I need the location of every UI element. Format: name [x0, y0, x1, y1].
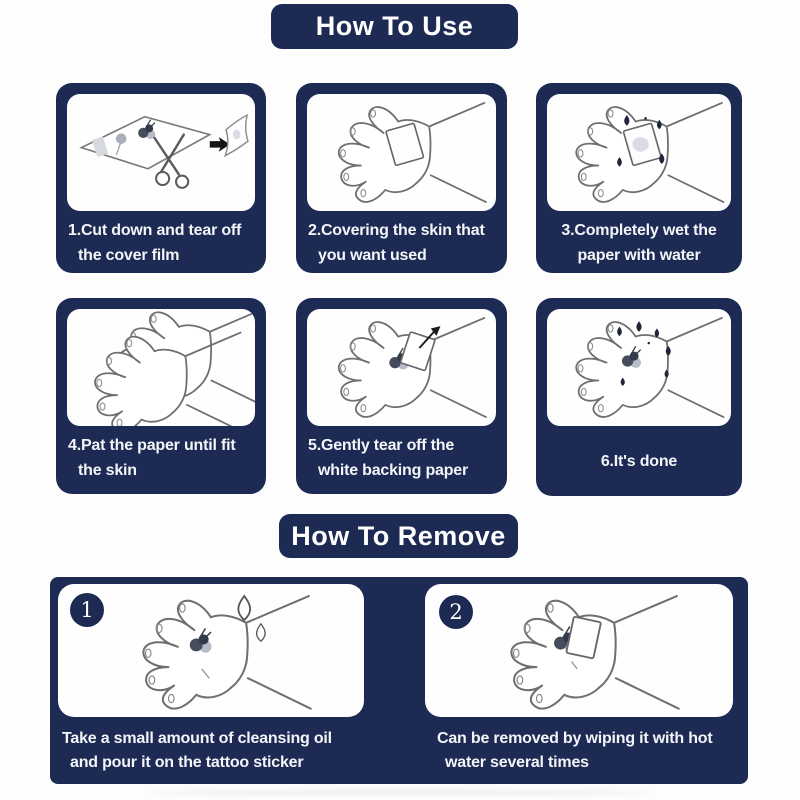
- step-4-caption: [56, 431, 266, 488]
- scissors-cutting-sheet-icon: [67, 94, 255, 211]
- step-5-card: [296, 298, 507, 494]
- step-3-caption: [536, 216, 742, 267]
- remove-step-1-illustration: [58, 584, 364, 717]
- caption-line: you want used: [318, 247, 427, 264]
- hand-with-blank-sticker-icon: [307, 94, 496, 211]
- caption-line: Can be removed by wiping it with hot: [437, 730, 713, 747]
- caption-line: and pour it on the tattoo sticker: [70, 754, 304, 771]
- step-1-card: [56, 83, 266, 273]
- page-shadow-smudge: [150, 790, 650, 795]
- step-5-caption: [296, 431, 507, 488]
- step-6-caption: [536, 431, 742, 490]
- step-2-caption: [296, 216, 507, 267]
- caption-line: water several times: [445, 754, 589, 771]
- how-to-remove-title: How To Remove: [291, 520, 506, 551]
- caption-line: Take a small amount of cleansing oil: [62, 730, 332, 747]
- step-6-card: [536, 298, 742, 496]
- hand-peeling-backing-paper-icon: [307, 309, 496, 426]
- step-6-illustration: [547, 309, 731, 426]
- two-hands-patting-icon: [67, 309, 255, 426]
- badge-number: 1: [80, 598, 94, 622]
- hand-sticker-water-drops-icon: [547, 94, 731, 211]
- how-to-remove-banner: [279, 514, 518, 558]
- step-1-caption: [56, 216, 266, 267]
- caption-line: 6.It's done: [600, 453, 678, 470]
- step-3-illustration: [547, 94, 731, 211]
- how-to-use-banner: [271, 4, 518, 49]
- step-number-badge: [70, 593, 104, 627]
- step-3-card: [536, 83, 742, 273]
- step-4-card: [56, 298, 266, 494]
- step-2-illustration: [307, 94, 496, 211]
- caption-line: 1.Cut down and tear off: [68, 222, 242, 239]
- caption-line: paper with water: [577, 247, 701, 264]
- caption-line: the skin: [78, 462, 137, 479]
- caption-line: 2.Covering the skin that: [308, 222, 485, 239]
- step-number-badge: [439, 595, 473, 629]
- caption-line: 3.Completely wet the: [561, 222, 717, 239]
- how-to-remove-section: [50, 577, 748, 784]
- step-4-illustration: [67, 309, 255, 426]
- badge-number: 2: [449, 600, 463, 624]
- step-2-card: [296, 83, 507, 273]
- caption-line: white backing paper: [318, 462, 469, 479]
- step-1-illustration: [67, 94, 255, 211]
- step-5-illustration: [307, 309, 496, 426]
- caption-line: the cover film: [78, 247, 180, 264]
- caption-line: 4.Pat the paper until fit: [68, 437, 236, 454]
- caption-line: 5.Gently tear off the: [308, 437, 455, 454]
- hand-with-finished-tattoo-icon: [547, 309, 731, 426]
- remove-step-1-caption: [62, 727, 407, 775]
- remove-step-2-caption: [437, 727, 747, 775]
- hand-with-oil-drops-icon: [58, 584, 364, 717]
- how-to-use-title: How To Use: [315, 11, 474, 41]
